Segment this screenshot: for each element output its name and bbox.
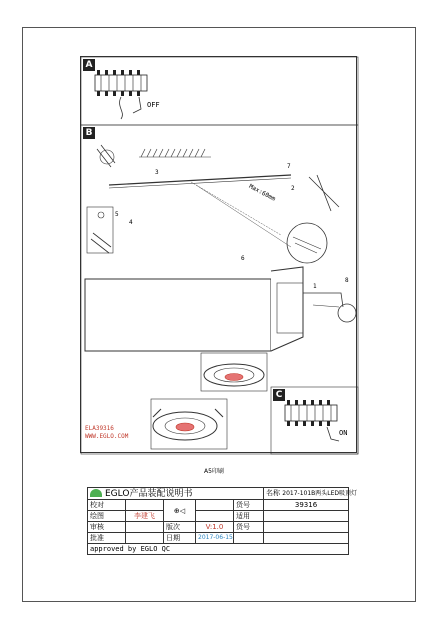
assembly-illustration xyxy=(81,57,358,454)
title-block xyxy=(87,487,358,555)
eglo-logo-icon xyxy=(90,489,102,497)
product-name: 2017-101B两头LED吸顶灯 xyxy=(282,490,358,497)
approve-label: 批准 xyxy=(88,533,126,544)
step-number: 2 xyxy=(291,185,295,192)
panel-a-label: A xyxy=(83,59,95,71)
print-size-label: A5印刷 xyxy=(204,468,224,475)
terminal-block-c xyxy=(285,405,337,421)
review-label: 审核 xyxy=(88,522,126,533)
website-url: WWW.EGLO.COM xyxy=(85,433,129,440)
instruction-drawing xyxy=(80,56,357,453)
version-label: 版次 xyxy=(164,522,196,533)
item-no-value: 39316 xyxy=(264,500,349,511)
item-no-label: 货号 xyxy=(234,500,264,511)
model-code: ELA39316 xyxy=(85,425,114,432)
version-value: V:1.0 xyxy=(196,522,234,533)
step-number: 4 xyxy=(129,219,133,226)
max-measure-label: Max:60mm xyxy=(247,183,277,203)
on-label: ON xyxy=(339,429,348,437)
date-value: 2017-06-15 xyxy=(196,533,234,544)
terminal-block-a xyxy=(95,75,147,91)
step-number: 5 xyxy=(115,211,119,218)
check-label: 校对 xyxy=(88,500,126,511)
doc-title-cell xyxy=(88,488,264,500)
step-number: 1 xyxy=(313,283,317,290)
name-cell: 名称 2017-101B两头LED吸顶灯 xyxy=(264,488,349,500)
panel-b-label: B xyxy=(83,127,95,139)
step-number: 3 xyxy=(155,169,159,176)
step-number: 6 xyxy=(241,255,245,262)
step-number: 7 xyxy=(287,163,291,170)
approved-by: approved by EGLO QC xyxy=(88,544,349,555)
date-label: 日期 xyxy=(164,533,196,544)
applicable-label-2: 货号 xyxy=(234,522,264,533)
projection-symbol-icon: ⊕◁ xyxy=(164,500,196,522)
drawer-name: 李建飞 xyxy=(126,511,164,522)
off-label: OFF xyxy=(147,101,160,109)
panel-c-label: C xyxy=(273,389,285,401)
doc-title: EGLO产品装配说明书 xyxy=(105,488,193,499)
drawing-label: 绘图 xyxy=(88,511,126,522)
step-number: 8 xyxy=(345,277,349,284)
applicable-label-1: 适用 xyxy=(234,511,264,522)
